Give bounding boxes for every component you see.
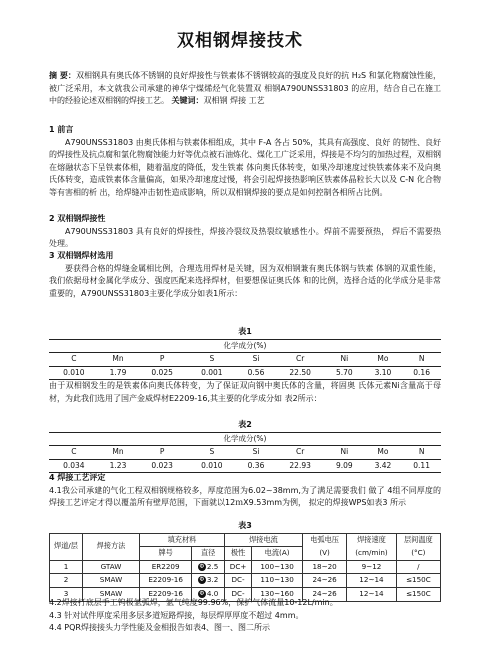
diameter-icon: Φ — [199, 562, 205, 570]
table-cell: 1.79 — [99, 366, 138, 380]
table-cell: Si — [237, 446, 276, 460]
table-cell: 3.42 — [364, 459, 403, 473]
abstract-label: 摘 要： — [49, 71, 76, 80]
section-1-body: A790UNSS31803 由奥氏体相与铁素体相组成，其中 F-A 各占 50%，其具有高强度、良好 的韧性、良好的焊接性及抗点腐和氯化物腐蚀能力好等优点被石油炼化、煤化工广泛采用，焊接是不均匀的加热过程，双相钢在熔融状态下呈铁素体相，随着温度的降低，发生铁素 体向奥氏体转变，如果冷却速度过快铁素体来不及向奥氏体转变，造成铁素体含量偏高，如果冷却速度过慢，将会引起焊接热影响区铁素体晶粒长大以及 C-N 化合物等有害相的析 出，给焊缝冲击韧性造成影响，所以双相钢焊接的要点是如何控制各相所占比例。 — [49, 137, 441, 197]
col-current: 焊接电流 — [224, 533, 302, 547]
table-cell: 5.70 — [325, 366, 364, 380]
table-1 — [49, 326, 441, 380]
section-4 — [49, 472, 441, 510]
table-3-row — [50, 560, 441, 574]
table-cell: 9~12 — [347, 560, 397, 574]
section-4-2: 4.2焊接打底层手工钨极氩弧焊，氩气纯度99.96%，保护气体流量10-12L/min。 — [49, 598, 338, 607]
table-cell: 0.16 — [402, 366, 441, 380]
section-3 — [49, 250, 441, 300]
col-amp: 电流(A) — [252, 547, 303, 561]
table-cell: ≤150C — [396, 574, 440, 588]
table-1-value-row — [49, 366, 441, 380]
table-cell: 22.93 — [275, 459, 325, 473]
table-cell: 0.11 — [402, 459, 441, 473]
table-cell: N — [402, 353, 441, 367]
keywords-text: 双相钢 焊接 工艺 — [203, 96, 265, 106]
table-3 — [49, 520, 441, 602]
section-2-heading: 2 双相钢焊接性 — [49, 214, 106, 223]
table-cell: / — [396, 560, 440, 574]
table-cell: Si — [237, 353, 276, 367]
section-2-body: A790UNSS31803 具有良好的焊接性，焊接冷裂纹及热裂纹敏感性小。焊前不需要预热， 焊后不需要热处理。 — [49, 226, 441, 249]
table-cell: Ni — [325, 446, 364, 460]
table-cell: 0.56 — [237, 366, 276, 380]
section-2 — [49, 213, 441, 251]
col-method: 焊接方法 — [83, 533, 140, 560]
table-cell: GTAW — [83, 560, 140, 574]
table-cell: 1 — [50, 560, 83, 574]
table-cell: P — [137, 446, 187, 460]
table-cell: DC- — [224, 574, 251, 588]
table-2 — [49, 419, 441, 473]
diameter-icon: Φ — [199, 576, 205, 584]
table-cell: Ni — [325, 353, 364, 367]
abstract — [49, 70, 441, 108]
table-cell: 12~14 — [347, 574, 397, 588]
table-cell: 24~26 — [302, 574, 346, 588]
table-cell: P — [137, 353, 187, 367]
section-4-tail — [49, 597, 441, 635]
table-cell: Mn — [99, 353, 138, 367]
table-1-group-header: 化学成分(%) — [49, 339, 441, 353]
col-filler: 填充材料 — [140, 533, 225, 547]
table-cell: 0.023 — [137, 459, 187, 473]
table-cell: 110~130 — [252, 574, 303, 588]
table-3-row — [50, 574, 441, 588]
table-cell: 0.010 — [49, 366, 99, 380]
section-3-heading: 3 双相钢焊材选用 — [49, 251, 114, 260]
col-speed: 焊接速度 (cm/min) — [347, 533, 397, 560]
section-3-body: 要获得合格的焊缝金属相比例，合理选用焊材是关键，因为双相钢兼有奥氏体钢与铁素 体钢的双重性能，我们依据母材金属化学成分、强度匹配来选择焊材，但要想保证奥氏体 和的比例，选择合适的化学成分是非常重要的，A790UNSS31803主要化学成分如表1所示： — [49, 263, 441, 298]
table-cell: 3 — [50, 587, 83, 601]
table-cell: 0.36 — [237, 459, 276, 473]
table-cell: DC- — [224, 587, 251, 601]
col-polarity: 极性 — [224, 547, 251, 561]
table-cell: C — [49, 353, 99, 367]
table-cell: 0.010 — [187, 459, 237, 473]
section-1 — [49, 124, 441, 200]
table-2-group-header: 化学成分(%) — [49, 432, 441, 446]
table-cell: 1.23 — [99, 459, 138, 473]
table-cell: DC+ — [224, 560, 251, 574]
section-4-4: 4.4 PQR焊接接头力学性能及金相报告如表4、图一、图二所示 — [49, 623, 271, 633]
paragraph-ni-content — [49, 380, 441, 405]
abstract-text: 双相钢具有奥氏体不锈钢的良好焊接性与铁素体不锈钢较高的强度及良好的抗 H₂S 和氯化物腐蚀性能，被广泛采用，本文就我公司承建的神华宁煤烯烃气化装置双 相钢A790UNSS31803 的应用，结合自己在施工中的经验论述双相钢的焊接工艺。 — [49, 71, 441, 106]
table-cell: N — [402, 446, 441, 460]
table-cell: SMAW — [83, 574, 140, 588]
table-cell: ER2209 — [140, 560, 192, 574]
table-cell: ≤150C — [396, 587, 440, 601]
table-2-caption: 表2 — [238, 420, 252, 429]
table-cell: C — [49, 446, 99, 460]
table-cell: 3.10 — [364, 366, 403, 380]
col-interpass: 层间温度 (°C) — [396, 533, 440, 560]
table-cell: 24~26 — [302, 587, 346, 601]
table-cell: 0.025 — [137, 366, 187, 380]
table-cell: 18~20 — [302, 560, 346, 574]
col-layer: 焊道/层 — [50, 533, 83, 560]
table-cell: 9.09 — [325, 459, 364, 473]
table-cell: Mn — [99, 446, 138, 460]
page-title: 双相钢焊接技术 — [177, 31, 303, 51]
col-dia: 直径 — [192, 547, 225, 561]
table-cell: 22.50 — [275, 366, 325, 380]
table-cell: 0.001 — [187, 366, 237, 380]
table-cell: 100~130 — [252, 560, 303, 574]
table-2-header-row — [49, 446, 441, 460]
table-cell: 0.034 — [49, 459, 99, 473]
keywords-label: 关键词： — [171, 96, 204, 106]
section-1-heading: 1 前言 — [49, 125, 74, 134]
section-4-heading: 4 焊接工艺评定 — [49, 473, 106, 482]
table-cell: Φ 4.0 — [192, 587, 225, 601]
table-cell: Φ 2.5 — [192, 560, 225, 574]
table-cell: S — [187, 353, 237, 367]
table-cell: Cr — [275, 446, 325, 460]
paragraph-text: 由于双相钢发生的是铁素体向奥氏体转变，为了保证双向钢中奥氏体的含量，将固奥 氏体元素Ni含量高于母材，为此我们选用了国产金威焊材E2209-16,其主要的化学成分如 表2所示： — [49, 381, 441, 403]
diameter-icon: Φ — [199, 589, 205, 597]
table-1-caption: 表1 — [238, 327, 252, 336]
table-1-header-row — [49, 353, 441, 367]
table-cell: Mo — [364, 353, 403, 367]
table-cell: 12~14 — [347, 587, 397, 601]
table-cell: 130~160 — [252, 587, 303, 601]
table-3-caption: 表3 — [238, 521, 252, 530]
table-cell: S — [187, 446, 237, 460]
table-cell: Cr — [275, 353, 325, 367]
section-4-3: 4.3 针对试件厚度采用多层多道短路焊接，每层焊厚厚度不超过 4mm。 — [49, 610, 304, 620]
table-cell: 2 — [50, 574, 83, 588]
col-voltage: 电弧电压 (V) — [302, 533, 346, 560]
table-cell: Mo — [364, 446, 403, 460]
col-brand: 牌号 — [140, 547, 192, 561]
table-cell: Φ 3.2 — [192, 574, 225, 588]
section-4-1: 4.1我公司承建的气化工程双相钢规格较多，厚度范围为6.02~38mm,为了满足需要我们 做了 4组不同厚度的焊接工艺评定才得以覆盖所有壁厚范围，下面就以12ｍX9.53mm为例， 拟定的焊接WPS如表3 所示 — [49, 485, 441, 508]
table-cell: SMAW — [83, 587, 140, 601]
table-cell: E2209-16 — [140, 574, 192, 588]
table-cell: E2209-16 — [140, 587, 192, 601]
table-2-value-row — [49, 459, 441, 473]
